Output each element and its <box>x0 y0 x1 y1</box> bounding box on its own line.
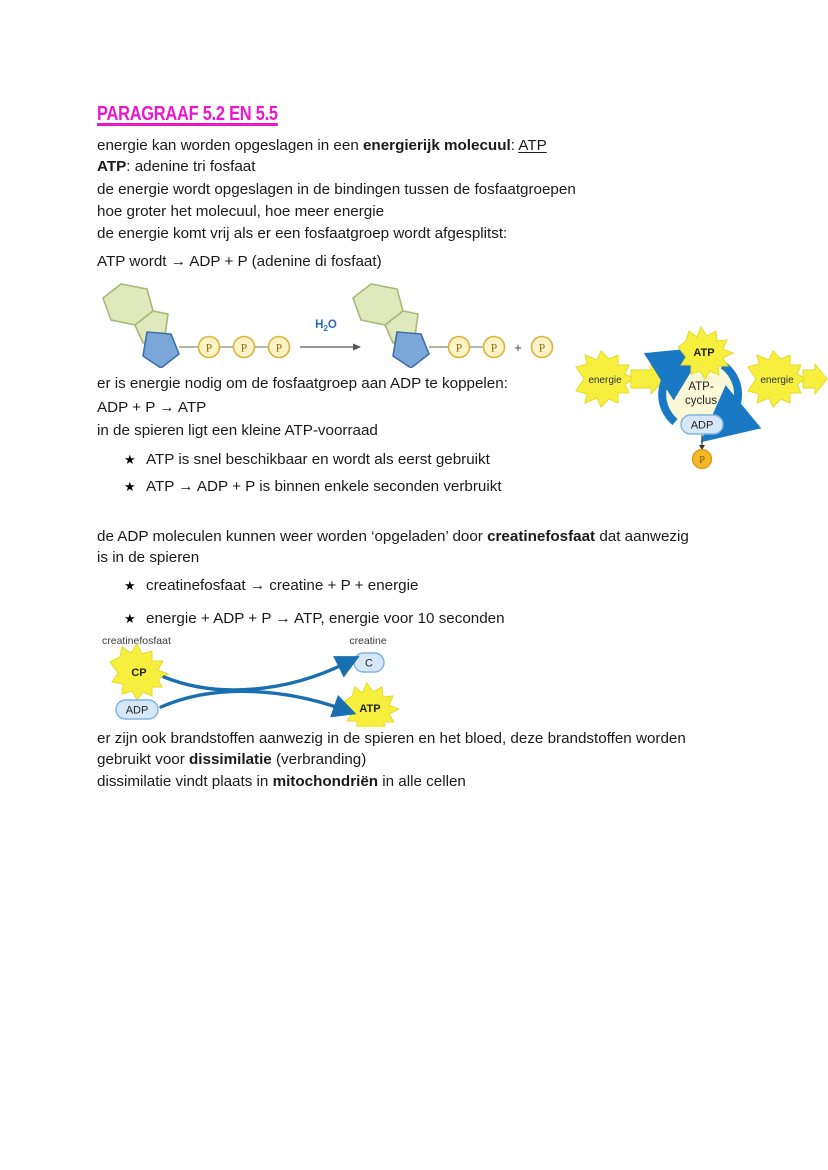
arrow-adp-to-atp <box>161 691 342 709</box>
phosphate-label-free: P <box>538 342 546 355</box>
ribose-pentagon-right <box>393 332 429 368</box>
line1-part-a: energie kan worden opgeslagen in een <box>97 137 363 154</box>
cycle-center-line1: ATP- <box>688 381 714 393</box>
para1-part-a: de ADP moleculen kunnen weer worden ‘opgeladen’ door <box>97 528 488 545</box>
para2-bold: dissimilatie <box>189 751 272 768</box>
star-bullet-icon: ★ <box>124 452 136 467</box>
list-item-1-text: ATP is snel beschikbaar en wordt als eerst gebruikt <box>146 451 490 468</box>
list-item-3 <box>124 577 418 594</box>
cp-label: CP <box>131 667 147 679</box>
text-line-1 <box>97 136 547 155</box>
para1-bold: creatinefosfaat <box>487 528 596 545</box>
energy-right-label: energie <box>760 375 794 386</box>
creatine-c-label: C <box>365 657 373 670</box>
line1-underlined: ATP <box>518 137 547 154</box>
page-title: PARAGRAAF 5.2 EN 5.5 <box>97 102 278 125</box>
phosphate-label-left-2: P <box>240 342 248 355</box>
line10-part-c: in alle cellen <box>378 773 466 790</box>
list-item-2 <box>124 478 502 495</box>
text-line-5: de energie komt vrij als er een fosfaatgroep wordt afgesplitst: <box>97 225 508 242</box>
arrow-cp-to-c <box>164 663 346 690</box>
adp-box-label: ADP <box>690 419 714 432</box>
plus-sign: + <box>514 340 522 355</box>
para2-part-a: er zijn ook brandstoffen aanwezig in de spieren en het bloed, deze brandstoffen worden gebruikt voor <box>97 730 686 768</box>
line10-part-a: dissimilatie vindt plaats in <box>97 773 273 790</box>
list-item-1 <box>124 451 490 468</box>
atp-molecule-diagram <box>95 276 565 368</box>
atp-burst-label: ATP <box>693 347 715 359</box>
cycle-center-line2: cyclus <box>685 395 717 407</box>
star-bullet-icon: ★ <box>124 611 136 626</box>
list-item-2-text: ATP → ADP + P is binnen enkele seconden verbruikt <box>146 478 502 495</box>
list-item-4 <box>124 610 505 627</box>
ribose-pentagon-left <box>143 332 179 368</box>
cycle-phosphate-label: P <box>699 455 705 466</box>
text-line-8: ADP + P → ATP <box>97 399 207 416</box>
text-line-2 <box>97 157 255 176</box>
line2-bold: ATP <box>97 158 127 175</box>
energy-left-label: energie <box>588 375 622 386</box>
para1-part-c: dat aanwezig is in de spieren <box>97 528 689 566</box>
creatine-phosphate-diagram <box>98 632 418 727</box>
list-item-4-text: energie + ADP + P → ATP, energie voor 10 seconden <box>146 610 505 627</box>
phosphate-label-right-1: P <box>455 342 463 355</box>
list-item-3-text: creatinefosfaat → creatine + P + energie <box>146 577 419 594</box>
text-line-7: er is energie nodig om de fosfaatgroep aan ADP te koppelen: <box>97 375 508 392</box>
star-bullet-icon: ★ <box>124 578 136 593</box>
text-line-10 <box>97 772 466 791</box>
reaction-arrow-head <box>353 344 361 351</box>
creatine-adp-label: ADP <box>125 704 149 717</box>
phosphate-label-left-1: P <box>205 342 213 355</box>
para2-part-c: (verbranding) <box>271 751 367 768</box>
paragraph-creatinefosfaat <box>97 526 697 568</box>
creatine-atp-label: ATP <box>359 703 381 715</box>
atp-cycle-diagram <box>573 322 828 477</box>
line10-bold: mitochondriën <box>272 773 379 790</box>
text-line-3: de energie wordt opgeslagen in de bindingen tussen de fosfaatgroepen <box>97 181 576 198</box>
phosphate-label-left-3: P <box>275 342 283 355</box>
line1-part-c: : <box>510 137 519 154</box>
paragraph-dissimilatie <box>97 728 707 770</box>
text-line-9: in de spieren ligt een kleine ATP-voorraad <box>97 422 378 439</box>
line1-bold: energierijk molecuul <box>362 137 511 154</box>
text-line-6: ATP wordt → ADP + P (adenine di fosfaat) <box>97 253 382 270</box>
creatine-label: creatine <box>349 635 387 647</box>
text-line-4: hoe groter het molecuul, hoe meer energie <box>97 203 385 220</box>
line2-rest: : adenine tri fosfaat <box>126 158 256 175</box>
water-label: $H_2O$ <box>315 319 337 333</box>
creatinefosfaat-label: creatinefosfaat <box>102 635 171 647</box>
star-bullet-icon: ★ <box>124 479 136 494</box>
phosphate-label-right-2: P <box>490 342 498 355</box>
energy-arrow-right <box>803 364 827 394</box>
